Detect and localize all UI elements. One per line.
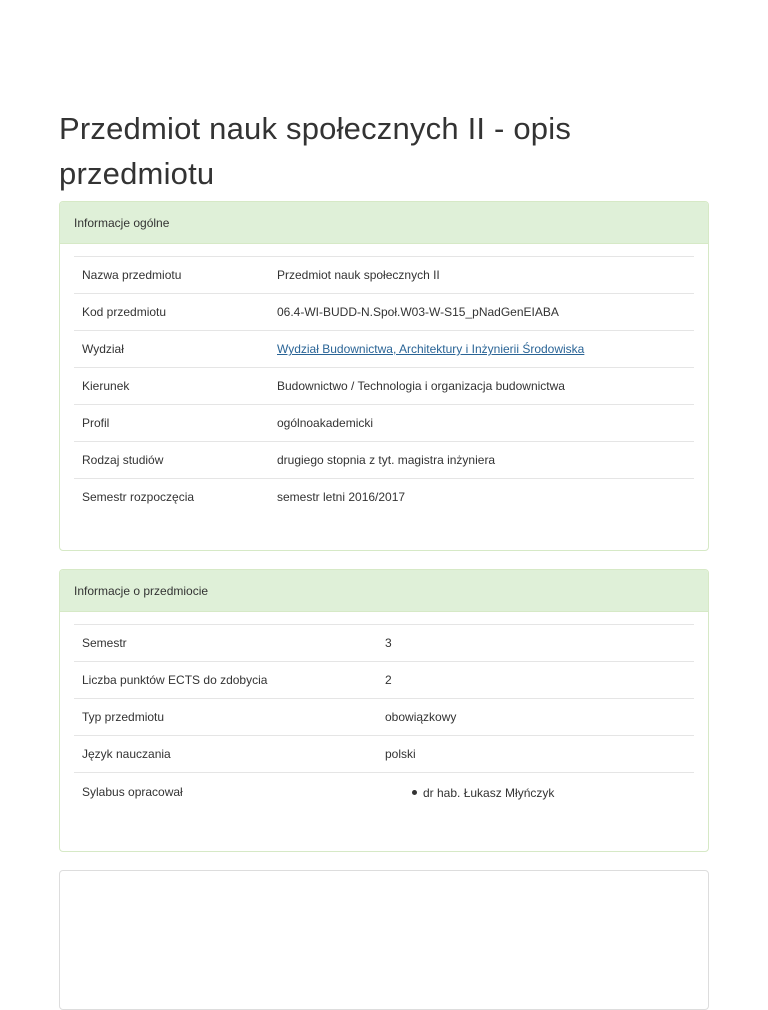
row-value: drugiego stopnia z tyt. magistra inżyniera <box>269 442 694 479</box>
row-value: 06.4-WI-BUDD-N.Społ.W03-W-S15_pNadGenEIABA <box>269 294 694 331</box>
table-row <box>74 405 694 442</box>
list-item <box>385 785 686 801</box>
row-value: polski <box>377 736 694 773</box>
table-row <box>74 773 694 834</box>
table-row <box>74 442 694 479</box>
row-value: obowiązkowy <box>377 699 694 736</box>
faculty-link[interactable]: Wydział Budownictwa, Architektury i Inżynierii Środowiska <box>277 342 585 356</box>
row-value: 3 <box>377 625 694 662</box>
general-info-table <box>74 256 694 515</box>
page-title: Przedmiot nauk społecznych II - opis przedmiotu <box>59 111 572 191</box>
row-value: Budownictwo / Technologia i organizacja budownictwa <box>269 368 694 405</box>
row-label: Kod przedmiotu <box>74 294 269 331</box>
table-row <box>74 625 694 662</box>
row-label: Wydział <box>74 331 269 368</box>
table-row <box>74 294 694 331</box>
subject-info-body <box>60 612 708 833</box>
row-value <box>269 331 694 368</box>
subject-info-heading: Informacje o przedmiocie <box>60 570 708 612</box>
row-label: Język nauczania <box>74 736 377 773</box>
row-value <box>377 773 694 834</box>
table-row <box>74 699 694 736</box>
row-label: Sylabus opracował <box>74 773 377 834</box>
row-value: Przedmiot nauk społecznych II <box>269 257 694 294</box>
row-label: Kierunek <box>74 368 269 405</box>
next-panel <box>59 870 709 1010</box>
subject-info-panel <box>59 569 709 852</box>
general-info-body <box>60 244 708 515</box>
table-row <box>74 331 694 368</box>
row-value: semestr letni 2016/2017 <box>269 479 694 516</box>
row-label: Typ przedmiotu <box>74 699 377 736</box>
table-row <box>74 368 694 405</box>
author-name: dr hab. Łukasz Młyńczyk <box>423 786 555 800</box>
subject-info-table <box>74 624 694 833</box>
general-info-heading: Informacje ogólne <box>60 202 708 244</box>
table-row <box>74 257 694 294</box>
row-label: Semestr rozpoczęcia <box>74 479 269 516</box>
row-value: ogólnoakademicki <box>269 405 694 442</box>
table-row <box>74 662 694 699</box>
row-value: 2 <box>377 662 694 699</box>
row-label: Nazwa przedmiotu <box>74 257 269 294</box>
row-label: Rodzaj studiów <box>74 442 269 479</box>
row-label: Semestr <box>74 625 377 662</box>
bullet-icon <box>412 790 417 795</box>
row-label: Profil <box>74 405 269 442</box>
table-row <box>74 479 694 516</box>
row-label: Liczba punktów ECTS do zdobycia <box>74 662 377 699</box>
general-info-panel <box>59 201 709 551</box>
table-row <box>74 736 694 773</box>
author-list <box>385 785 686 801</box>
